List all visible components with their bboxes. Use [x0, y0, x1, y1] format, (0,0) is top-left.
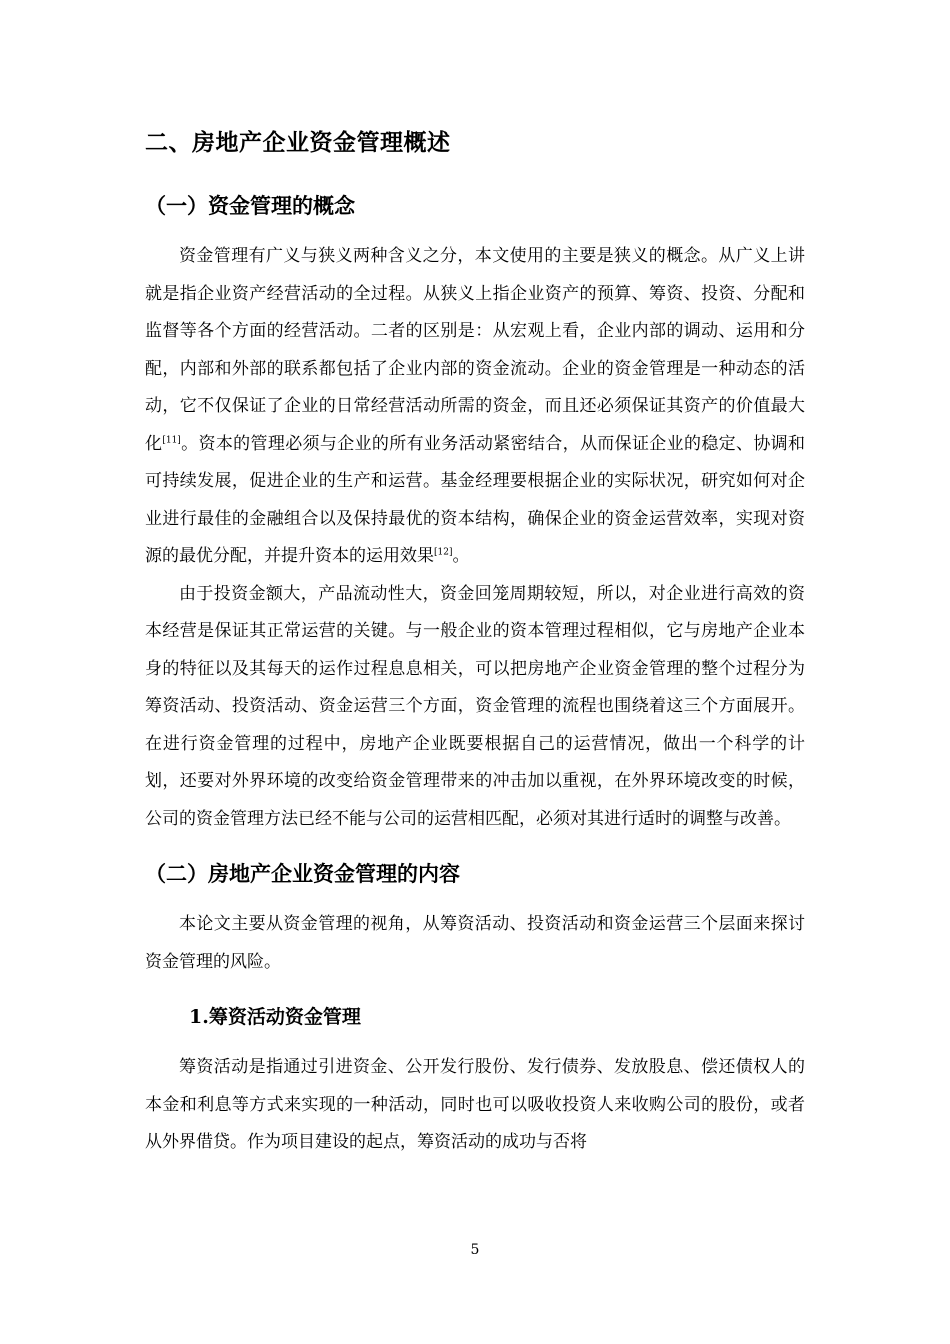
- subsection-heading-concept: （一）资金管理的概念: [145, 193, 355, 218]
- subsection-heading-content: （二）房地产企业资金管理的内容: [145, 861, 460, 886]
- section-heading: 二、房地产企业资金管理概述: [145, 129, 451, 156]
- paragraph-text: 。资本的管理必须与企业的所有业务活动紧密结合，从而保证企业的稳定、协调和可持续发展，促进企业的生产和运营。基金经理要根据企业的实际状况，研究如何对企业进行最佳的金融组合以及保持最优的资本结构，确保企业的资金运营效率，实现对资源的最优分配，并提升资本的运用效果: [145, 433, 806, 566]
- item-heading-financing: 1.筹资活动资金管理: [189, 1006, 361, 1028]
- citation-marker: [12]: [434, 547, 453, 558]
- paragraph-content-intro: 本论文主要从资金管理的视角，从筹资活动、投资活动和资金运营三个层面来探讨资金管理的风险。: [145, 914, 805, 972]
- paragraph-concept-definition: [145, 238, 805, 576]
- citation-marker: [11]: [162, 434, 181, 445]
- page-number: 5: [470, 1242, 480, 1258]
- paragraph-text: 。: [452, 546, 470, 566]
- page-content: [145, 122, 805, 1162]
- paragraph-financing: 筹资活动是指通过引进资金、公开发行股份、发行债券、发放股息、偿还债权人的本金和利息等方式来实现的一种活动，同时也可以吸收投资人来收购公司的股份，或者从外界借贷。作为项目建设的起点，筹资活动的成功与否将: [145, 1057, 805, 1152]
- paragraph-concept-process: 由于投资金额大，产品流动性大，资金回笼周期较短，所以，对企业进行高效的资本经营是保证其正常运营的关键。与一般企业的资本管理过程相似，它与房地产企业本身的特征以及其每天的运作过程息息相关，可以把房地产企业资金管理的整个过程分为筹资活动、投资活动、资金运营三个方面，资金管理的流程也围绕着这三个方面展开。在进行资金管理的过程中，房地产企业既要根据自己的运营情况，做出一个科学的计划，还要对外界环境的改变给资金管理带来的冲击加以重视，在外界环境改变的时候，公司的资金管理方法已经不能与公司的运营相匹配，必须对其进行适时的调整与改善。: [145, 583, 805, 829]
- paragraph-text: 资金管理有广义与狭义两种含义之分，本文使用的主要是狭义的概念。从广义上讲就是指企业资产经营活动的全过程。从狭义上指企业资产的预算、筹资、投资、分配和监督等各个方面的经营活动。二者的区别是：从宏观上看，企业内部的调动、运用和分配，内部和外部的联系都包括了企业内部的资金流动。企业的资金管理是一种动态的活动，它不仅保证了企业的日常经营活动所需的资金，而且还必须保证其资产的价值最大化: [145, 246, 805, 454]
